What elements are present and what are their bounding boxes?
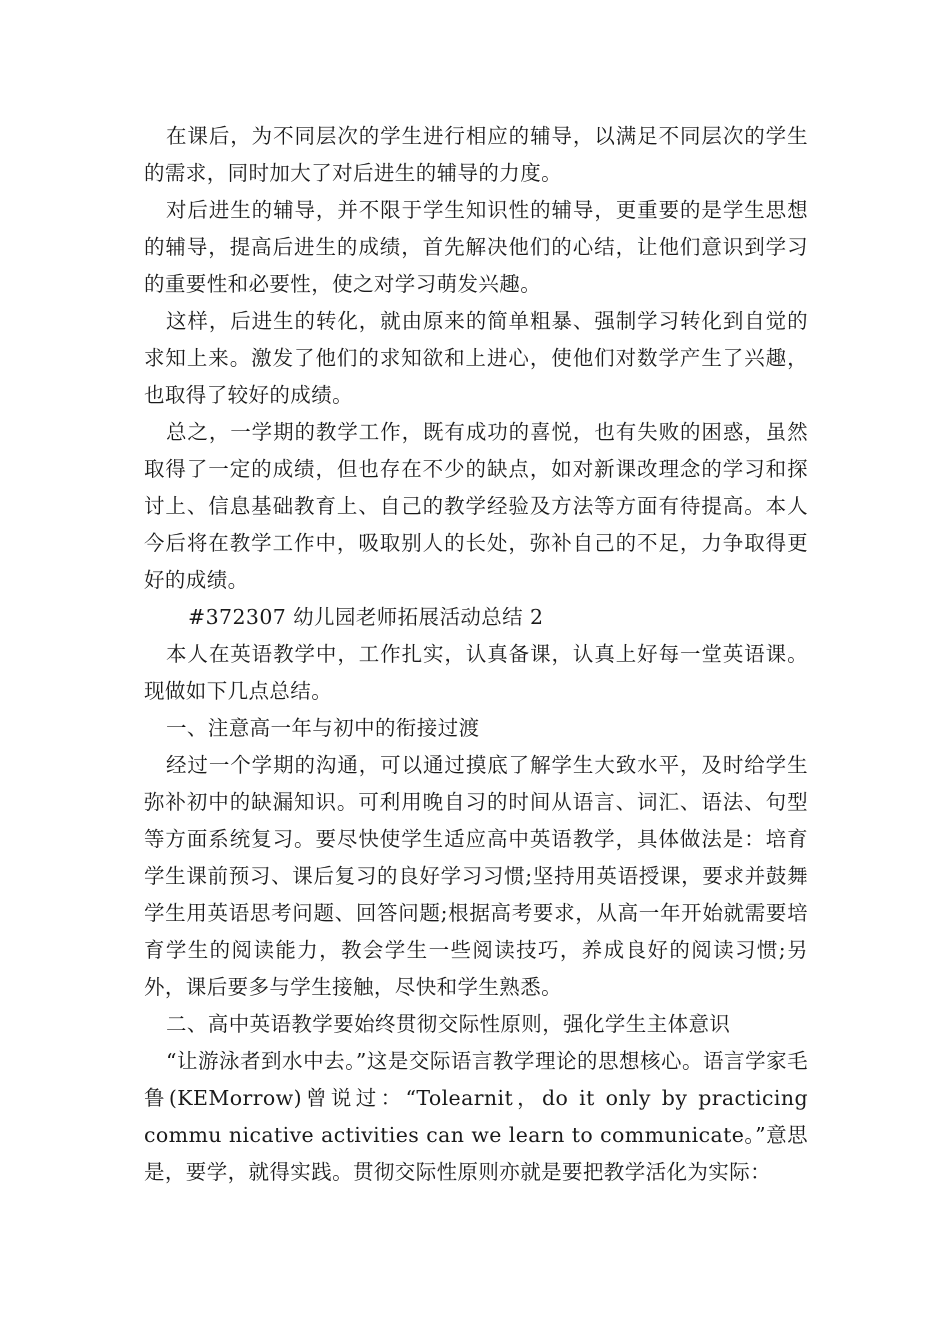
paragraph-lagging-students: 对后进生的辅导，并不限于学生知识性的辅导，更重要的是学生思想的辅导，提高后进生的成绩，首先解决他们的心结，让他们意识到学习的重要性和必要性，使之对学习萌发兴趣。 xyxy=(144,198,808,296)
paragraph-transformation: 这样，后进生的转化，就由原来的简单粗暴、强制学习转化到自觉的求知上来。激发了他们的求知欲和上进心，使他们对数学产生了兴趣，也取得了较好的成绩。 xyxy=(144,309,808,407)
section-title-1: 一、注意高一年与初中的衔接过渡 xyxy=(166,716,480,740)
paragraph-conclusion: 总之，一学期的教学工作，既有成功的喜悦，也有失败的困惑，虽然取得了一定的成绩，但也存在不少的缺点，如对新课改理念的学习和探讨上、信息基础教育上、自己的教学经验及方法等方面有待提高。本人今后将在教学工作中，吸取别人的长处，弥补自己的不足，力争取得更好的成绩。 xyxy=(144,420,808,592)
document-body xyxy=(144,118,808,1191)
paragraph-section-1: 经过一个学期的沟通，可以通过摸底了解学生大致水平，及时给学生弥补初中的缺漏知识。可利用晚自习的时间从语言、词汇、语法、句型等方面系统复习。要尽快使学生适应高中英语教学，具体做法是：培育学生课前预习、课后复习的良好学习习惯;坚持用英语授课，要求并鼓舞学生用英语思考问题、回答问题;根据高考要求，从高一年开始就需要培育学生的阅读能力，教会学生一些阅读技巧，养成良好的阅读习惯;另外，课后要多与学生接触，尽快和学生熟悉。 xyxy=(144,753,808,999)
paragraph-section-2: “让游泳者到水中去。”这是交际语言教学理论的思想核心。语言学家毛鲁(KEMorrow)曾说过：“Tolearnit，do it only by practicing commu nicative activities can we learn to communicate。”意思是，要学，就得实践。贯彻交际性原则亦就是要把教学活化为实际： xyxy=(144,1049,808,1184)
article-heading: #372307 幼儿园老师拓展活动总结 2 xyxy=(188,605,544,629)
paragraph-tutoring: 在课后，为不同层次的学生进行相应的辅导，以满足不同层次的学生的需求，同时加大了对后进生的辅导的力度。 xyxy=(144,124,808,185)
section-title-2: 二、高中英语教学要始终贯彻交际性原则，强化学生主体意识 xyxy=(166,1012,731,1036)
paragraph-intro: 本人在英语教学中，工作扎实，认真备课，认真上好每一堂英语课。现做如下几点总结。 xyxy=(144,642,808,703)
